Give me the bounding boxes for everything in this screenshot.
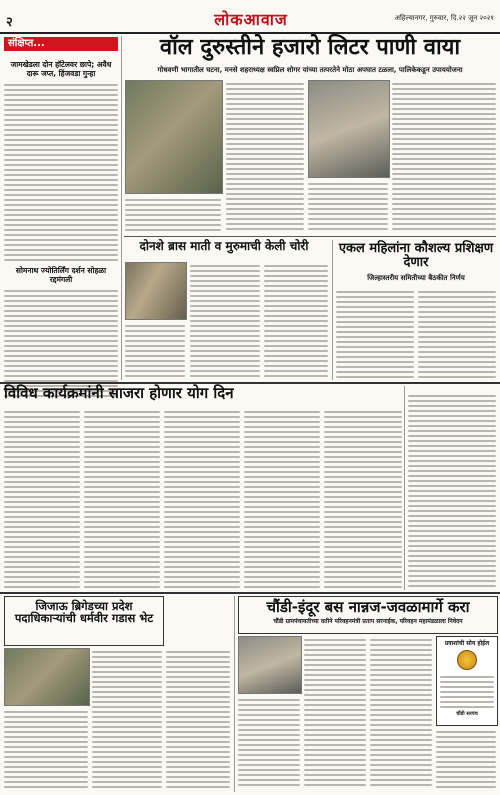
column-rule: [234, 596, 235, 792]
story5-body-col-1: [4, 708, 88, 790]
story6-headline-box: [238, 596, 498, 634]
column-rule: [121, 36, 122, 380]
story6-body-col-2: [304, 636, 366, 790]
story7-box: [436, 636, 498, 726]
brief-1-body: [4, 81, 118, 265]
story5-body-col-3: [166, 648, 230, 790]
story3-headline: एकल महिलांना कौशल्य प्रशिक्षण देणार: [338, 241, 494, 270]
story3-continued-col: [408, 392, 496, 588]
lead-photo-2: [308, 80, 390, 178]
page-number: २: [6, 15, 13, 30]
dateline: अहिल्यानगर, गुरुवार, दि.२२ जून २०२१: [394, 14, 494, 22]
logo-icon: [457, 650, 477, 670]
story7-body: [437, 673, 497, 711]
lead-body-col-1: [125, 196, 221, 232]
story4-body-col-2: [84, 408, 160, 588]
column-rule: [332, 240, 333, 380]
divider: [124, 236, 496, 237]
lead-body-col-4: [392, 80, 496, 230]
story6-photo: [238, 636, 302, 694]
brief-2: [4, 266, 118, 397]
story2-body-col-2: [264, 262, 328, 378]
story4-body-col-4: [244, 408, 320, 588]
lead-headline: वॉल दुरुस्तीने हजारो लिटर पाणी वाया: [159, 35, 461, 60]
brief-2-title: सोमनाथ ज्योतिर्लिंग दर्शन सोहळा रद्दमंगली: [15, 266, 107, 284]
story7-headline: प्रवाशांची सोय होईल: [444, 640, 490, 647]
story5-body-col-2: [92, 648, 162, 790]
column-rule: [404, 386, 405, 590]
lead-photo-1: [125, 80, 223, 194]
story6-headline: चौंडी-इंदूर बस नान्नज-जवळामार्गे करा: [266, 598, 470, 616]
story7-byline: चौंडी सरपंच: [456, 711, 478, 717]
story3-subhead: जिल्हास्तरीय समितीच्या बैठकीत निर्णय: [367, 274, 465, 282]
story5-headline: जिजाऊ ब्रिगेडच्या प्रदेश पदाधिकाऱ्यांची धर्मवीर गडास भेट: [14, 599, 154, 626]
newspaper-masthead: लोकआवाज: [214, 10, 288, 29]
masthead-bar: [0, 0, 500, 34]
story3-body-col-1: [336, 288, 414, 378]
brief-1-title: जामखेडला दोन हॉटेलवर छापे; अवैध दारू जप्त, हिंजवडा गुन्हा: [10, 60, 112, 78]
story4-body-col-1: [4, 408, 80, 588]
story2-photo: [125, 262, 187, 320]
story6-subhead: चौंडी ग्रामपंचायतीच्या वतीने परिवहनमंत्री प्रताप सरनाईक, परिवहन महामंडळाला निवेदन: [273, 617, 463, 625]
brief-2-body: [4, 287, 118, 397]
story6-body-col-1: [238, 696, 300, 790]
story2-body-col-1: [190, 262, 260, 378]
lead-subhead: गोधवणी भागातील घटना, मनसे शहराध्यक्ष स्वप्निल शोगर यांच्या तत्परतेने मोठा अपघात टळला, पालिकेकडून उपाययोजना: [157, 66, 463, 74]
story5-photo: [4, 648, 90, 706]
lead-body-col-3: [308, 180, 388, 232]
story6-body-col-3: [370, 636, 432, 790]
story7-continued: [436, 728, 496, 790]
story2-headline: दोनशे ब्रास माती व मुरुमाची केली चोरी: [139, 239, 309, 253]
story4-body-col-5: [324, 408, 402, 588]
story2-body-col-0: [125, 322, 185, 378]
divider: [0, 592, 500, 594]
brief-1: [4, 60, 118, 265]
lead-body-col-2: [226, 80, 304, 230]
story4-headline: विविध कार्यक्रमांनी साजरा होणार योग दिन: [4, 384, 234, 402]
story4-body-col-3: [164, 408, 240, 588]
story5-headline-box: [4, 596, 164, 646]
sidebar-heading: संक्षिप्त...: [4, 37, 118, 51]
story3-body-col-2: [418, 288, 496, 378]
